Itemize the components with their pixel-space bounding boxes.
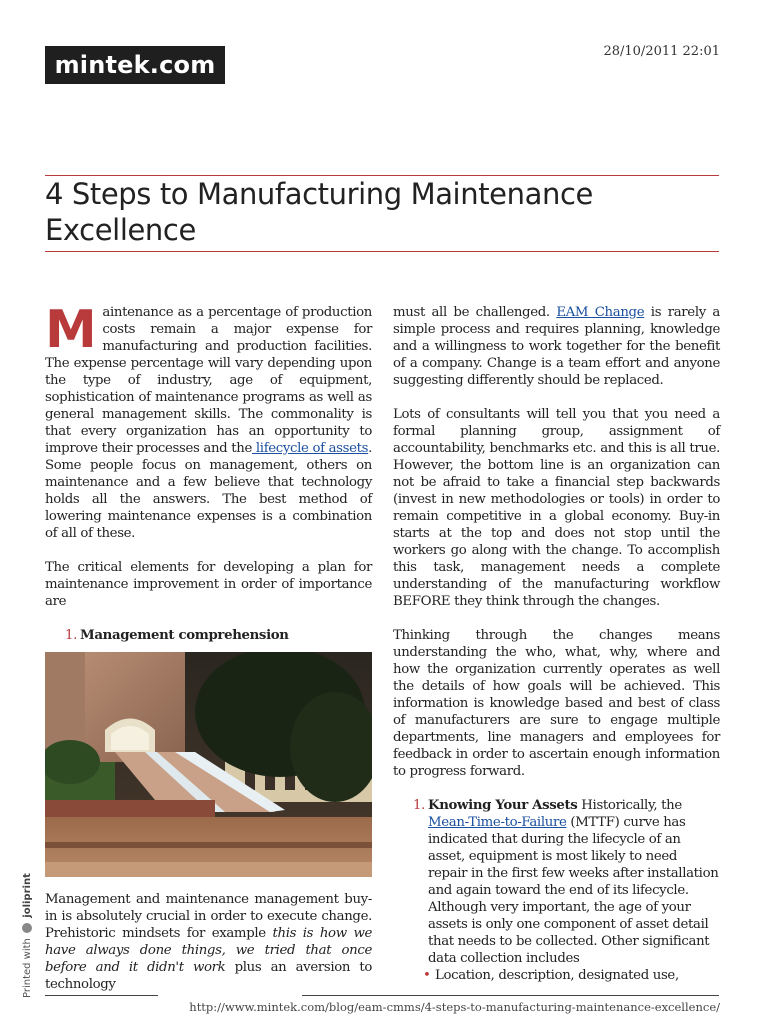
intro-text-b: . Some people focus on management, others on maintenance and a few believe that technology holds all the answers. The best method of lowering maintenance expenses is a combination of all of these. [45,441,372,541]
lifecycle-of-assets-link[interactable]: lifecycle of assets [251,441,369,456]
left-column [45,300,372,1010]
thinking-paragraph: Thinking through the changes means understanding the who, what, why, where and how the organization currently operates as well the details of how goals will be achieved. This information is knowledge based and best of class of manufacturers are sure to engage multiple departments, line managers and employees for feedback in order to ascertain enough information to progress forward. [393,628,720,779]
bullet-text: Location, description, designated use, [435,968,679,983]
footer-rule-right [302,995,719,996]
steps-list [65,627,372,644]
knowing-assets-text-b: (MTTF) curve has indicated that during the lifecycle of an asset, equipment is most likely to need repair in the first few weeks after installation and again toward the end of its lifecycle. Although very important, the age of your assets is only one component of asset detail that needs to be collected. Other significant data collection includes [428,815,719,966]
site-logo[interactable]: mintek.com [45,46,225,84]
drop-cap: M [45,300,97,360]
challenge-paragraph [393,304,720,389]
building-photo [45,652,372,877]
printed-with-label: Printed with [22,938,33,998]
intro-text-a: aintenance as a percentage of production costs remain a major expense for manufacturing and production facilities. The expense percentage will vary depending upon the type of industry, age of equipment, sophistication of maintenance programs as well as general management skills. The commonality is that every organization has an opportunity to improve their processes and the [45,305,372,456]
list-item-label: Management comprehension [80,628,289,643]
footer-rule-left [45,995,158,996]
printed-with-mark [22,873,33,998]
bullet-item [423,967,720,984]
eam-change-link[interactable]: EAM Change [556,305,645,320]
challenge-text-b: is rarely a simple process and requires planning, knowledge and a willingness to work together for the benefit of a company. Change is a team effort and anyone suggesting differently should be replaced. [393,305,721,388]
right-column [393,304,720,984]
list-item [413,797,720,967]
intro-paragraph [45,300,372,542]
joliprint-brand: joliprint [22,873,33,918]
joliprint-logo-icon [22,923,32,933]
title-rule-bottom [45,251,719,252]
print-timestamp: 28/10/2011 22:01 [603,44,720,59]
critical-elements-paragraph: The critical elements for developing a plan for maintenance improvement in order of importance are [45,560,372,609]
mttf-link[interactable]: Mean-Time-to-Failure [428,815,567,830]
knowing-assets-body [428,797,720,967]
list-number: 1. [413,798,425,813]
buy-in-paragraph [45,891,372,993]
footer-url[interactable]: http://www.mintek.com/blog/eam-cmms/4-steps-to-manufacturing-maintenance-excellence/ [189,1000,720,1014]
knowing-assets-text-a: Historically, the [577,798,682,813]
buy-in-italic: this is how we have always done things, we tried that once before and it didn't work [45,926,372,975]
buy-in-text-a: Management and maintenance management buy-in is absolutely crucial in order to execute change. Prehistoric mindsets for example [45,892,372,941]
list-number: 1. [65,628,77,643]
knowing-assets-heading: Knowing Your Assets [428,798,578,813]
buy-in-text-b: plus an aversion to technology [45,960,372,992]
list-item [65,627,372,644]
article-title: 4 Steps to Manufacturing Maintenance Excellence [45,177,593,247]
consultants-paragraph: Lots of consultants will tell you that you need a formal planning group, assignment of accountability, benchmarks etc. and this is all true. However, the bottom line is an organization can not be afraid to take a financial step backwards (invest in new methodologies or tools) in order to remain competitive in a global economy. Buy-in starts at the top and does not stop until the workers go along with the change. To accomplish this task, management needs a complete understanding of the manufacturing workflow BEFORE they think through the changes. [393,407,720,609]
bullet-dot: • [423,968,431,983]
challenge-text-a: must all be challenged. [393,305,557,320]
